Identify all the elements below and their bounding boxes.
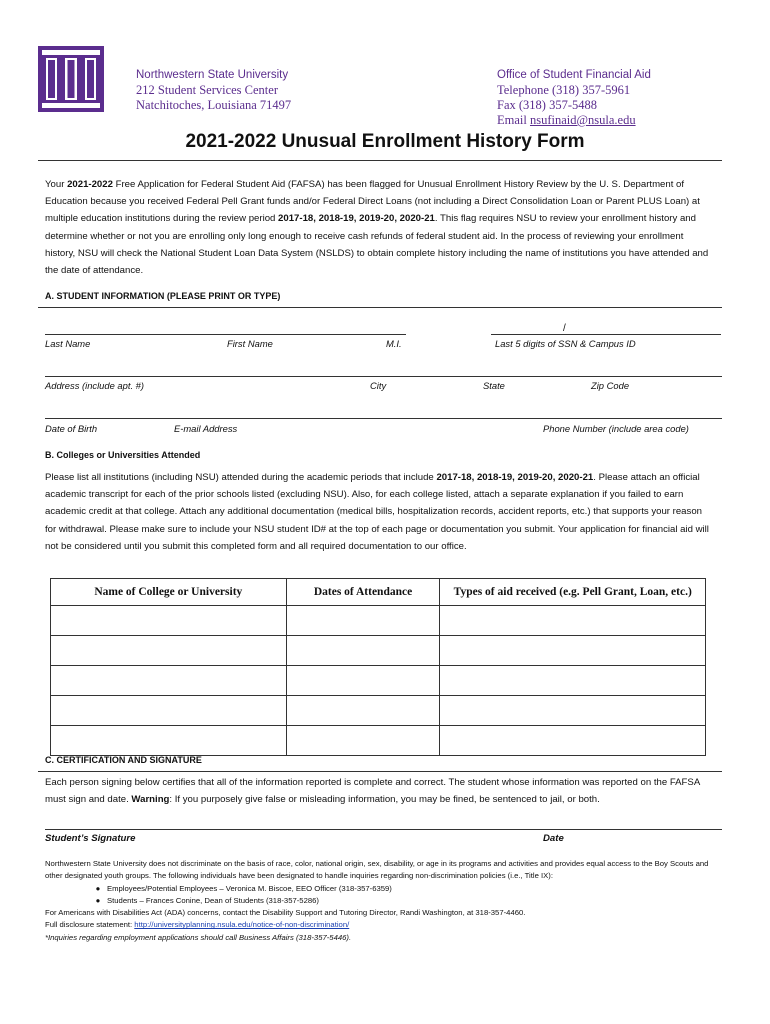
- section-c-paragraph: Each person signing below certifies that all of the information reported is complete and correct. The student whose information was reported on the FAFSA must sign and date. Warning: If you purposely give false or misleading information, you may be fined, be sentenced to jail, or both.: [45, 777, 700, 806]
- footer-employment: *Inquiries regarding employment applications should call Business Affairs (318-357-5446).: [45, 932, 352, 942]
- last-name-label: Last Name: [45, 338, 91, 349]
- university-name: Northwestern State University: [136, 69, 289, 81]
- college-cell[interactable]: [51, 636, 287, 666]
- section-b-paragraph: Please list all institutions (including NSU) attended during the academic periods that include 2017-18, 2018-19, 2019-20, 2020-21. Please attach an official academic transcript for each of the prior schools listed (excluding NSU). Also, for each college listed, attach a separate explanation if you failed to earn academic credit at that college. Attach any additional documentation (medical bills, hospitalization records, accident reports, etc.) that supports your reason for withdrawal. Please make sure to include your NSU student ID# at the top of each page or documentation you submit. Your application for financial aid will not be considered until you submit this completed form and all required documentation to our office.: [45, 472, 709, 552]
- ssn-label: Last 5 digits of SSN & Campus ID: [495, 338, 636, 349]
- dob-email-phone-field-line[interactable]: [45, 418, 722, 419]
- aid-cell[interactable]: [440, 666, 706, 696]
- college-cell[interactable]: [51, 696, 287, 726]
- signature-label: Student’s Signature: [45, 833, 136, 844]
- intro-paragraph: Your 2021-2022 Free Application for Federal Student Aid (FAFSA) has been flagged for Unusual Enrollment History Review by the U. S. Department of Education because you received Federal Pell Grant funds and/or Federal Direct Loans (not including a Direct Consolidation Loan or Parent PLUS Loan) at multiple education institutions during the review period 2017-18, 2018-19, 2019-20, 2020-21. This flag requires NSU to review your enrollment history and determine whether or not you are enrolling only long enough to receive cash refunds of federal student aid. In the process of reviewing your enrollment history, NSU will check the National Student Loan Data System (NSLDS) to obtain complete history including the name of institutions you have attended and the date of attendance.: [45, 179, 709, 277]
- title-divider: [38, 160, 722, 161]
- col-dates: Dates of Attendance: [286, 579, 440, 606]
- footer-line-1: Northwestern State University does not discriminate on the basis of race, color, national origin, sex, disability, or age in its programs and activities and provides equal access to the Boy Scouts and other designated youth groups. The following individuals have been designated to handle inquiries regarding non-discrimination policies (i.e., Title IX):: [45, 859, 709, 881]
- college-cell[interactable]: [51, 726, 287, 756]
- university-address-block: [136, 68, 291, 113]
- col-college-name: Name of College or University: [51, 579, 287, 606]
- ssn-field-line[interactable]: [491, 334, 721, 335]
- table-row: [51, 606, 706, 636]
- zip-label: Zip Code: [591, 380, 630, 391]
- address-label: Address (include apt. #): [45, 380, 145, 391]
- dates-cell[interactable]: [286, 696, 440, 726]
- email-line: [497, 113, 651, 128]
- aid-cell[interactable]: [440, 636, 706, 666]
- dates-cell[interactable]: [286, 636, 440, 666]
- signature-field-line[interactable]: [45, 829, 722, 830]
- bullet-icon: ●: [95, 895, 101, 905]
- page-title: 2021-2022 Unusual Enrollment History Form: [185, 131, 585, 152]
- dates-cell[interactable]: [286, 606, 440, 636]
- address-field-line[interactable]: [45, 376, 722, 377]
- ssn-slash: /: [563, 323, 566, 334]
- table-header-row: [51, 579, 706, 606]
- email-label: E-mail Address: [174, 423, 238, 434]
- telephone: Telephone (318) 357-5961: [497, 83, 631, 97]
- footer-bullet-1: ● Employees/Potential Employees – Veronica M. Biscoe, EEO Officer (318-357-6359): [45, 883, 725, 895]
- nondiscrimination-statement: [45, 858, 725, 944]
- table-row: [51, 636, 706, 666]
- city-label: City: [370, 380, 387, 391]
- bullet-icon: ●: [95, 883, 101, 893]
- footer-bullet-2: ● Students – Frances Conine, Dean of Students (318-357-5286): [45, 895, 725, 907]
- col-aid-types: Types of aid received (e.g. Pell Grant, Loan, etc.): [440, 579, 706, 606]
- dob-label: Date of Birth: [45, 423, 98, 434]
- section-c-divider: [38, 771, 722, 772]
- table-row: [51, 666, 706, 696]
- name-field-line[interactable]: [45, 334, 406, 335]
- mi-label: M.I.: [386, 338, 402, 349]
- dates-cell[interactable]: [286, 726, 440, 756]
- dates-cell[interactable]: [286, 666, 440, 696]
- college-cell[interactable]: [51, 666, 287, 696]
- email-prefix: Email: [497, 113, 530, 127]
- address-line-2: Natchitoches, Louisiana 71497: [136, 98, 292, 112]
- phone-label: Phone Number (include area code): [543, 423, 689, 434]
- office-contact-block: [497, 68, 651, 128]
- first-name-label: First Name: [227, 338, 273, 349]
- colleges-table: [50, 578, 706, 756]
- email-link[interactable]: nsufinaid@nsula.edu: [529, 113, 636, 127]
- address-line-1: 212 Student Services Center: [136, 83, 278, 97]
- state-label: State: [483, 380, 505, 391]
- aid-cell[interactable]: [440, 696, 706, 726]
- section-c-heading: C. CERTIFICATION AND SIGNATURE: [45, 755, 202, 765]
- office-name: Office of Student Financial Aid: [497, 69, 651, 81]
- section-a-divider: [38, 307, 722, 308]
- aid-cell[interactable]: [440, 726, 706, 756]
- section-b-heading: B. Colleges or Universities Attended: [45, 450, 201, 460]
- footer-disclosure: Full disclosure statement: http://universityplanning.nsula.edu/notice-of-non-discrimination/: [45, 920, 350, 930]
- table-row: [51, 726, 706, 756]
- college-cell[interactable]: [51, 606, 287, 636]
- date-label: Date: [543, 833, 564, 844]
- footer-ada: For Americans with Disabilities Act (ADA) concerns, contact the Disability Support and Tutoring Director, Randi Washington, at 318-357-4460.: [45, 908, 526, 918]
- nsu-logo-icon: [38, 46, 104, 112]
- aid-cell[interactable]: [440, 606, 706, 636]
- section-a-heading: A. STUDENT INFORMATION (PLEASE PRINT OR TYPE): [45, 291, 281, 301]
- table-row: [51, 696, 706, 726]
- disclosure-link[interactable]: http://universityplanning.nsula.edu/notice-of-non-discrimination/: [134, 920, 350, 930]
- fax: Fax (318) 357-5488: [497, 98, 597, 112]
